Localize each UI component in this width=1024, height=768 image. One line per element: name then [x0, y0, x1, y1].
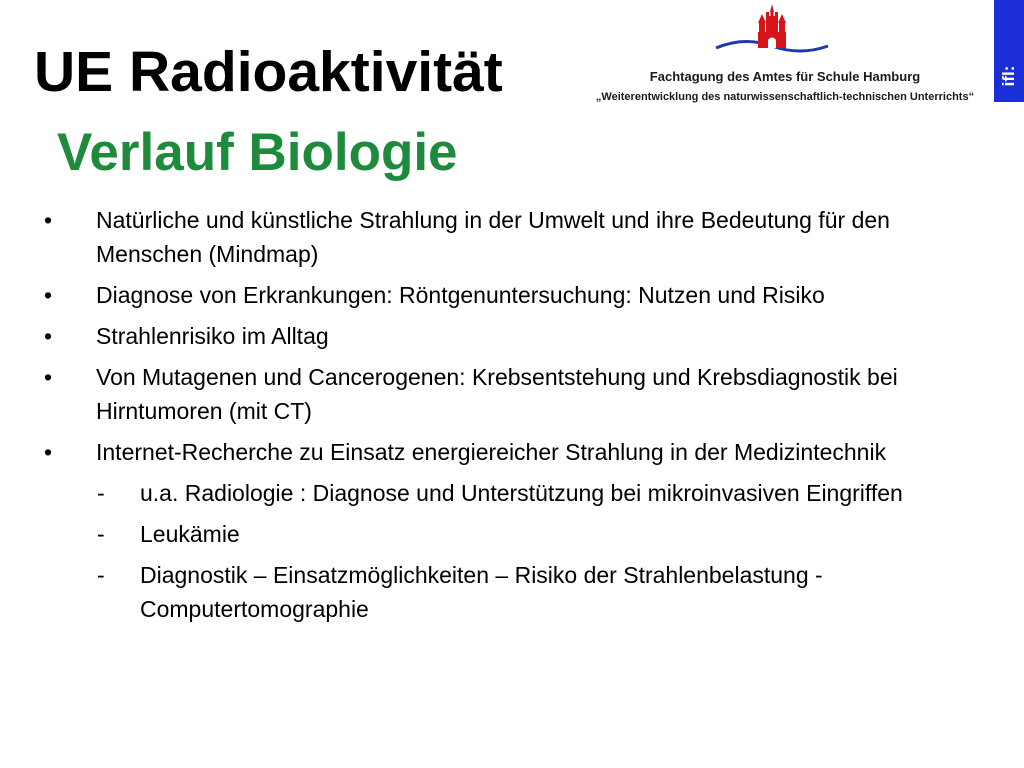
sub-list-item [0, 476, 1024, 510]
list-item-text: Diagnose von Erkrankungen: Röntgenuntersuchung: Nutzen und Risiko [96, 282, 825, 308]
list-item [0, 319, 1024, 353]
dash-marker: - [97, 480, 105, 506]
sub-list-item-text: u.a. Radiologie : Diagnose und Unterstützung bei mikroinvasiven Eingriffen [140, 480, 903, 506]
dash-marker: - [97, 562, 105, 588]
conference-subtitle: „Weiterentwicklung des naturwissenschaftlich-technischen Unterrichts“ [595, 91, 975, 103]
bullet-marker: • [44, 439, 53, 465]
list-item-text: Strahlenrisiko im Alltag [96, 323, 329, 349]
list-item-text: Internet-Recherche zu Einsatz energiereicher Strahlung in der Medizintechnik [96, 439, 887, 465]
sub-list-item [0, 517, 1024, 551]
sub-list-item-text: Diagnostik – Einsatzmöglichkeiten – Risiko der Strahlenbelastung - Computertomographie [140, 562, 823, 622]
slide-content [0, 203, 1024, 633]
slide-subtitle: Verlauf Biologie [57, 123, 458, 182]
ifl-badge [994, 0, 1024, 102]
list-item [0, 360, 1024, 428]
list-item-text: Natürliche und künstliche Strahlung in der Umwelt und ihre Bedeutung für den Menschen (Mindmap) [96, 207, 890, 267]
sub-list-item-text: Leukämie [140, 521, 240, 547]
bullet-marker: • [44, 364, 53, 390]
bullet-marker: • [44, 207, 53, 233]
list-item-text: Von Mutagenen und Cancerogenen: Krebsentstehung und Krebsdiagnostik bei Hirntumoren (mit CT) [96, 364, 898, 424]
bullet-marker: • [44, 282, 53, 308]
list-item [0, 435, 1024, 469]
ifl-badge-label: ifl: [999, 65, 1018, 87]
sub-list-item [0, 558, 1024, 626]
list-item [0, 278, 1024, 312]
hamburg-coat-of-arms-icon [714, 2, 830, 56]
list-item [0, 203, 1024, 271]
slide-title: UE Radioaktivität [34, 40, 503, 104]
bullet-marker: • [44, 323, 53, 349]
conference-title: Fachtagung des Amtes für Schule Hamburg [649, 69, 921, 84]
dash-marker: - [97, 521, 105, 547]
